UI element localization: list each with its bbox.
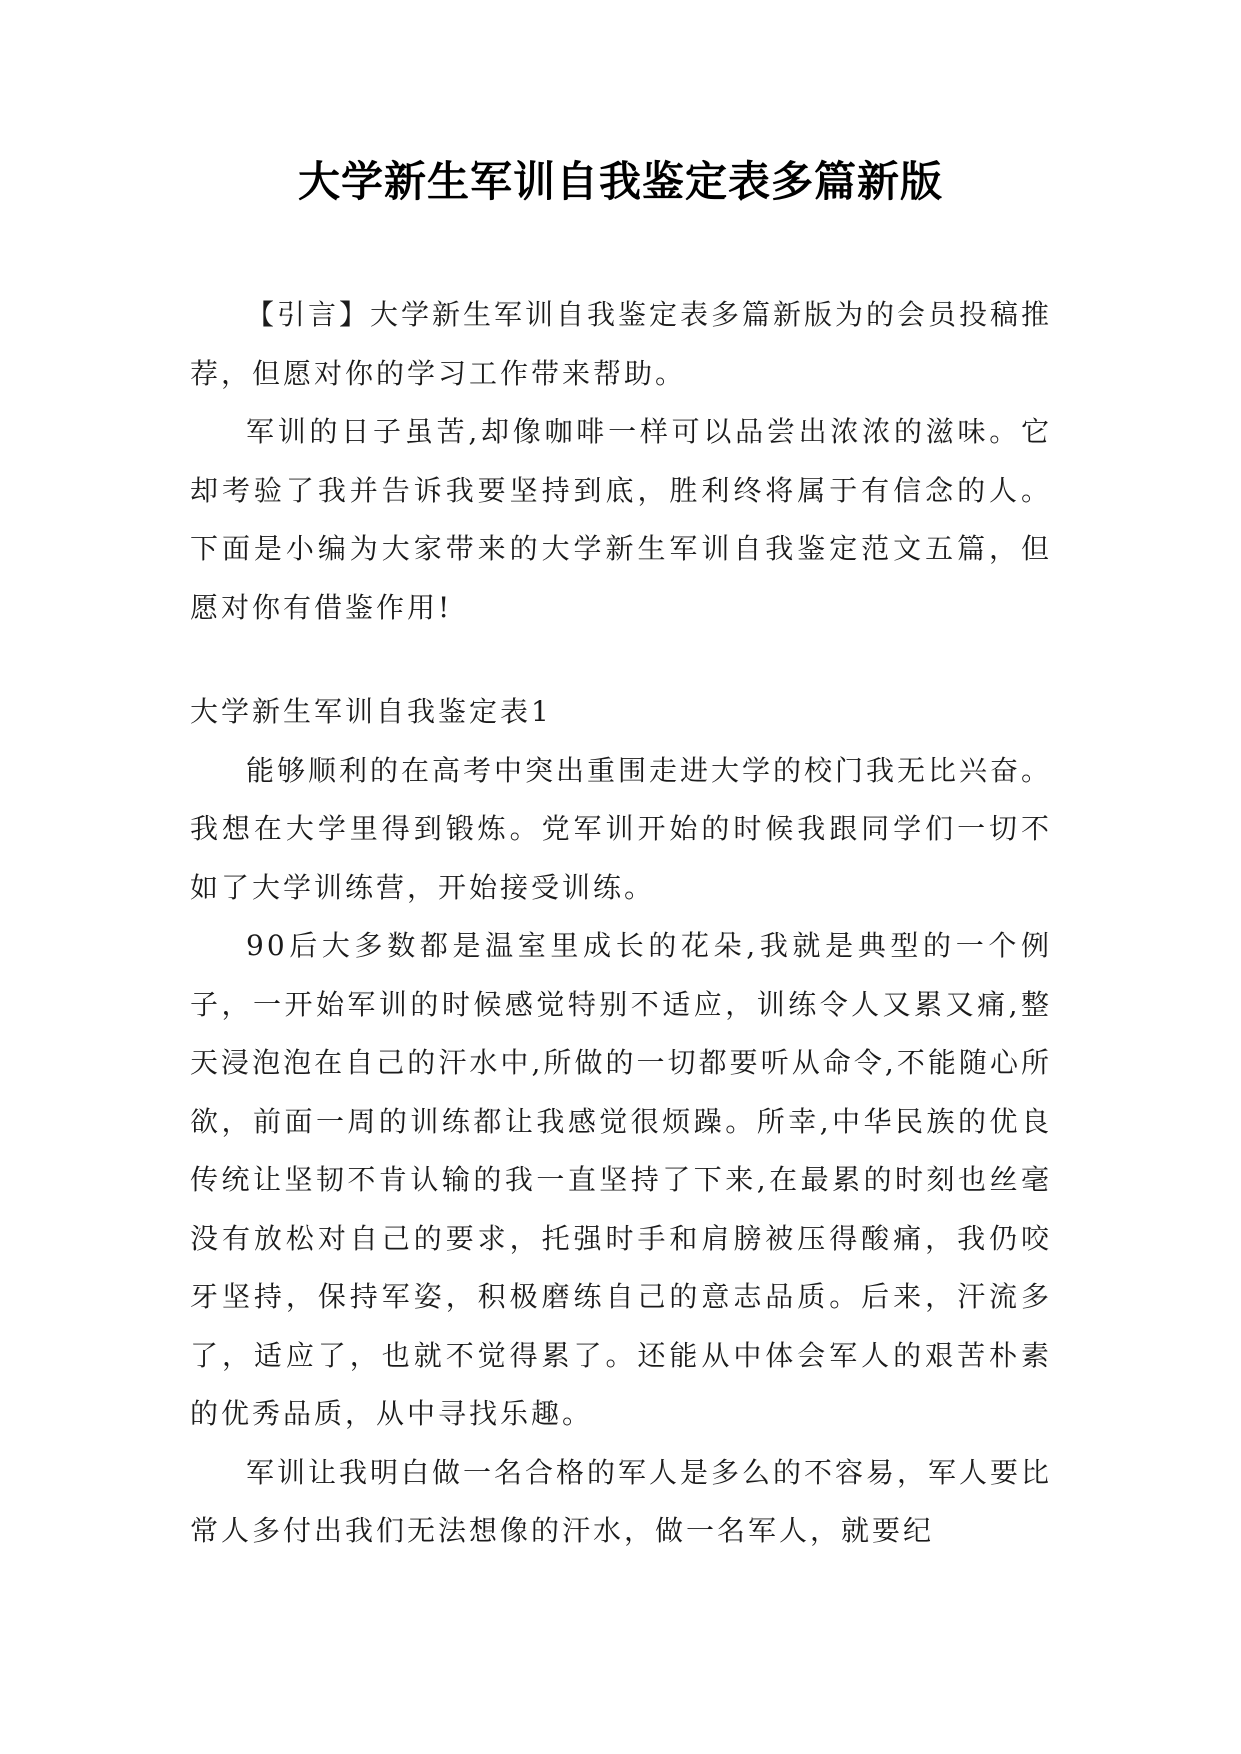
document-body [190, 286, 1052, 1561]
section-paragraph: 能够顺利的在高考中突出重围走进大学的校门我无比兴奋。我想在大学里得到锻炼。党军训开始的时候我跟同学们一切不如了大学训练营，开始接受训练。 [190, 753, 1053, 904]
document-title: 大学新生军训自我鉴定表多篇新版 [297, 157, 943, 206]
intro-paragraph: 【引言】大学新生军训自我鉴定表多篇新版为的会员投稿推荐，但愿对你的学习工作带来帮助。 [190, 298, 1053, 390]
section-heading: 大学新生军训自我鉴定表1 [190, 695, 552, 728]
section-paragraph: 军训让我明白做一名合格的军人是多么的不容易，军人要比常人多付出我们无法想像的汗水，做一名军人，就要纪 [190, 1455, 1053, 1547]
intro-paragraph: 军训的日子虽苦,却像咖啡一样可以品尝出浓浓的滋味。它却考验了我并告诉我要坚持到底，胜利终将属于有信念的人。下面是小编为大家带来的大学新生军训自我鉴定范文五篇，但愿对你有借鉴作用! [190, 415, 1052, 624]
section-paragraph: 90后大多数都是温室里成长的花朵,我就是典型的一个例子，一开始军训的时候感觉特别不适应，训练令人又累又痛,整天浸泡泡在自己的汗水中,所做的一切都要听从命令,不能随心所欲，前面一周的训练都让我感觉很烦躁。所幸,中华民族的优良传统让坚韧不肯认输的我一直坚持了下来,在最累的时刻也丝毫没有放松对自己的要求，托强时手和肩膀被压得酸痛，我仍咬牙坚持，保持军姿，积极磨练自己的意志品质。后来，汗流多了，适应了，也就不觉得累了。还能从中体会军人的艰苦朴素的优秀品质，从中寻找乐趣。 [190, 929, 1052, 1430]
